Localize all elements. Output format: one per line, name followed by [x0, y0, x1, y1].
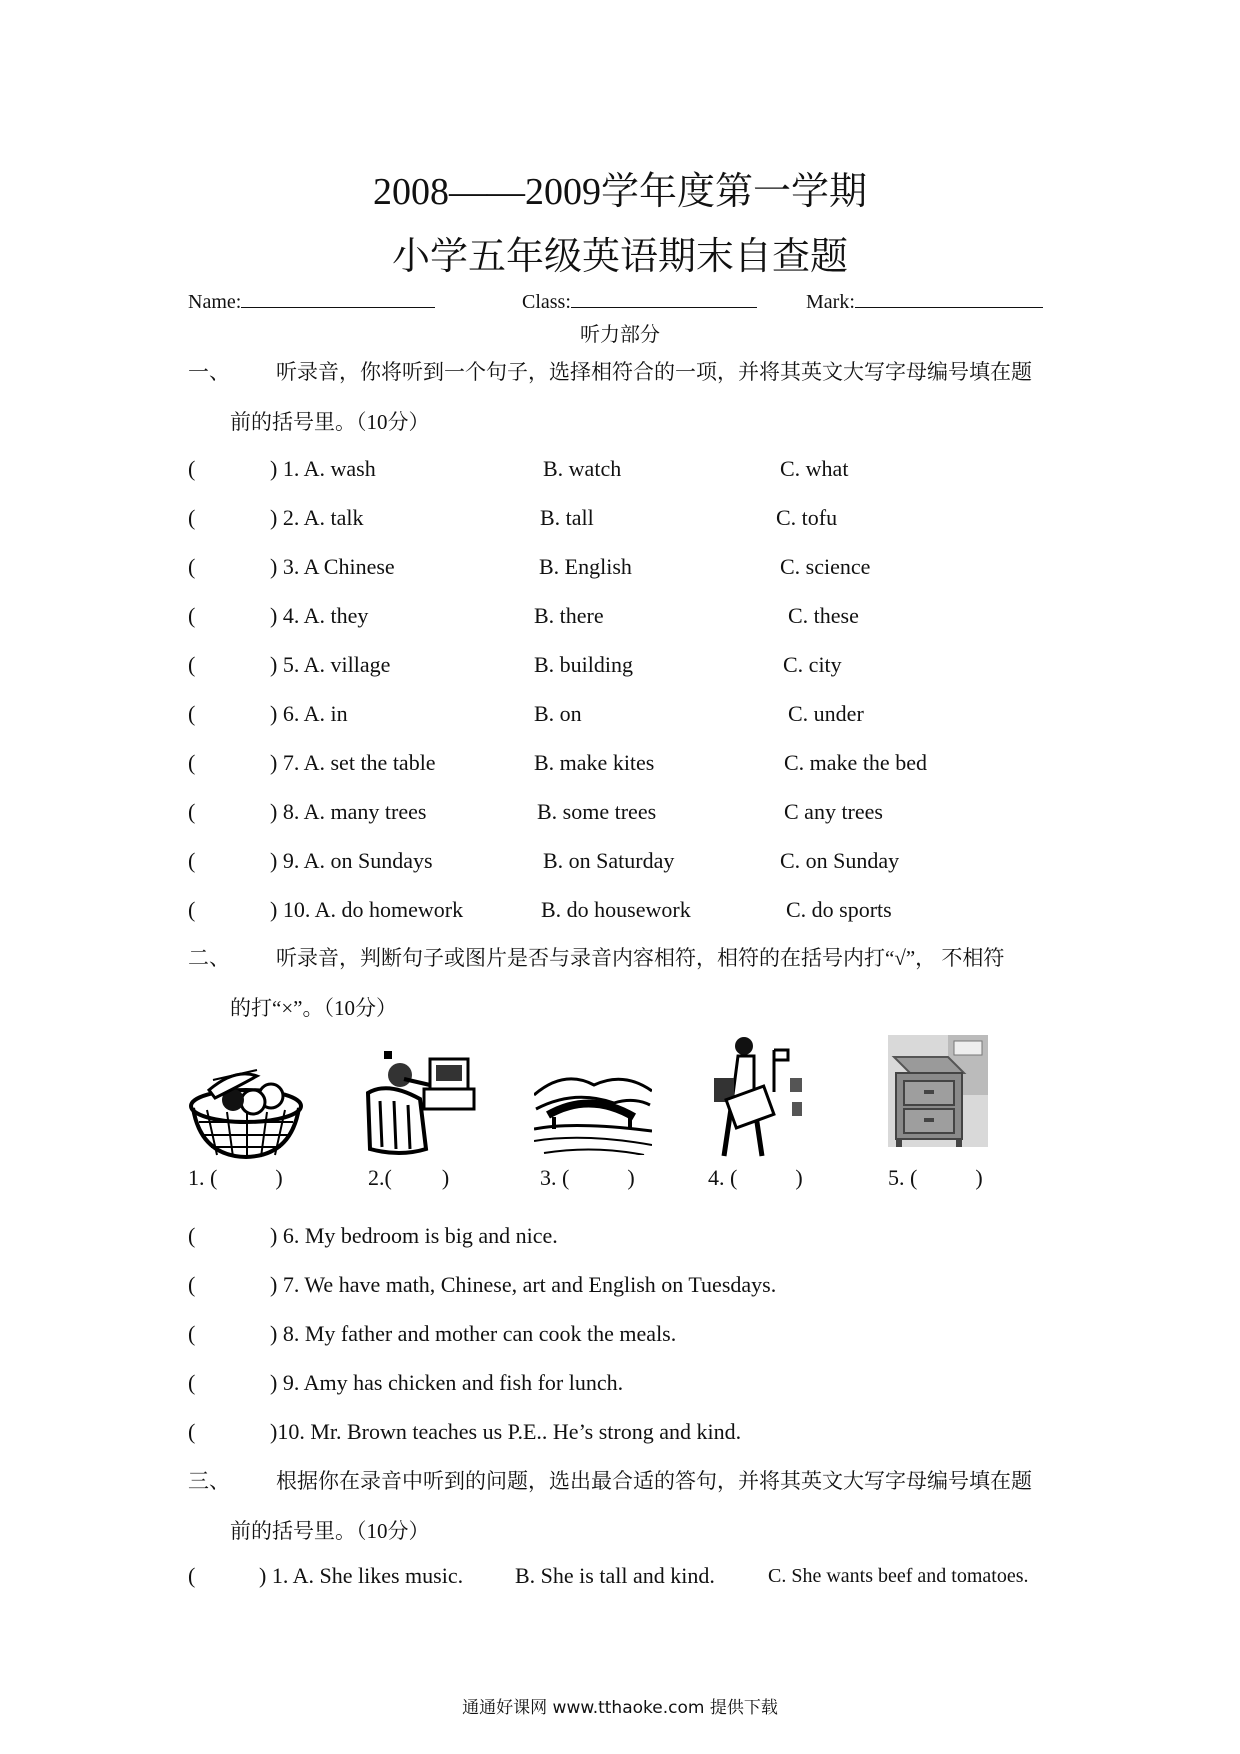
answer-paren-open[interactable]: (	[188, 554, 196, 579]
answer-paren-open[interactable]: (	[188, 799, 196, 824]
statement-item: )10. Mr. Brown teaches us P.E.. He’s strong and kind.	[270, 1419, 742, 1444]
option-b: B. watch	[543, 456, 622, 481]
option-c: C. science	[780, 554, 871, 579]
section1-instruction-line1: 听录音，你将听到一个句子，选择相符合的一项，并将其英文大写字母编号填在题	[276, 360, 1032, 384]
pic-answer-label: 3. (	[540, 1165, 570, 1190]
option-c: C any trees	[784, 799, 883, 824]
page-title-line2: 小学五年级英语期末自查题	[391, 236, 848, 278]
option-c: C. under	[788, 701, 864, 726]
pic-answer-label: 4. (	[708, 1165, 738, 1190]
mark-field[interactable]	[806, 287, 1043, 314]
option-b: B. on	[534, 701, 582, 726]
nightstand-icon	[888, 1035, 988, 1147]
answer-paren-open[interactable]: (	[188, 897, 196, 922]
mark-blank[interactable]	[855, 287, 1043, 308]
answer-paren-open[interactable]: (	[188, 603, 196, 628]
section3-instruction-line2: 前的括号里。（10分）	[230, 1519, 430, 1543]
question-item: ) 3. A Chinese	[270, 554, 395, 579]
answer-paren-open[interactable]: (	[188, 1223, 196, 1248]
question-item: ) 7. A. set the table	[270, 750, 436, 775]
question-item: ) 6. A. in	[270, 701, 348, 726]
question-item: ) 8. A. many trees	[270, 799, 427, 824]
answer-paren-open[interactable]: (	[188, 1370, 196, 1395]
option-c: C. make the bed	[784, 750, 927, 775]
option-b: B. on Saturday	[543, 848, 675, 873]
class-label: Class:	[522, 291, 571, 313]
answer-paren-open[interactable]: (	[188, 1563, 196, 1588]
listening-section-title: 听力部分	[580, 324, 660, 346]
pic-answer-3[interactable]: 3. ( )	[540, 1165, 635, 1190]
pic-answer-label: 1. (	[188, 1165, 218, 1190]
river-bridge-icon	[534, 1065, 652, 1155]
pic-answer-label: 5. (	[888, 1165, 918, 1190]
option-c: C. do sports	[786, 897, 892, 922]
section2-number: 二、	[188, 946, 230, 970]
question-item: ) 5. A. village	[270, 652, 391, 677]
section2-instruction-line1: 听录音，判断句子或图片是否与录音内容相符，相符的在括号内打“√”， 不相符	[276, 946, 1005, 970]
option-c: C. what	[780, 456, 849, 481]
question-item: ) 1. A. wash	[270, 456, 376, 481]
section3-item1-question: ) 1. A. She likes music.	[259, 1563, 464, 1588]
section3-number: 三、	[188, 1469, 230, 1493]
answer-paren-open[interactable]: (	[188, 750, 196, 775]
question-item: ) 2. A. talk	[270, 505, 364, 530]
section2-instruction-line2: 的打“×”。（10分）	[230, 996, 397, 1020]
section3-item1-option-b: B. She is tall and kind.	[515, 1563, 715, 1588]
pic-answer-2[interactable]: 2.( )	[368, 1165, 450, 1190]
answer-paren-open[interactable]: (	[188, 1272, 196, 1297]
statement-item: ) 7. We have math, Chinese, art and English on Tuesdays.	[270, 1272, 777, 1297]
name-blank[interactable]	[241, 287, 435, 308]
answer-paren-open[interactable]: (	[188, 701, 196, 726]
pic-answer-1[interactable]: 1. ( )	[188, 1165, 283, 1190]
section3-item1-option-c: C. She wants beef and tomatoes.	[768, 1565, 1029, 1587]
option-b: B. make kites	[534, 750, 655, 775]
class-blank[interactable]	[571, 287, 757, 308]
option-b: B. English	[539, 554, 632, 579]
option-c: C. city	[783, 652, 842, 677]
option-c: C. on Sunday	[780, 848, 900, 873]
section3-instruction-line1: 根据你在录音中听到的问题，选出最合适的答句，并将其英文大写字母编号填在题	[276, 1469, 1032, 1493]
pic-answer-5[interactable]: 5. ( )	[888, 1165, 983, 1190]
question-item: ) 10. A. do homework	[270, 897, 464, 922]
section1-number: 一、	[188, 360, 230, 384]
boy-shopping-icon	[710, 1032, 810, 1160]
answer-paren-open[interactable]: (	[188, 848, 196, 873]
option-b: B. tall	[540, 505, 594, 530]
answer-paren-open[interactable]: (	[188, 1321, 196, 1346]
question-item: ) 9. A. on Sundays	[270, 848, 433, 873]
answer-paren-open[interactable]: (	[188, 456, 196, 481]
mark-label: Mark:	[806, 291, 855, 313]
pic-answer-4[interactable]: 4. ( )	[708, 1165, 803, 1190]
option-c: C. these	[788, 603, 859, 628]
class-field[interactable]	[522, 287, 757, 314]
fruit-basket-icon	[187, 1060, 305, 1160]
option-b: B. there	[534, 603, 604, 628]
section1-instruction-line2: 前的括号里。（10分）	[230, 410, 430, 434]
tv-armchair-icon	[360, 1045, 478, 1157]
statement-item: ) 9. Amy has chicken and fish for lunch.	[270, 1370, 624, 1395]
name-field[interactable]	[188, 287, 435, 314]
answer-paren-open[interactable]: (	[188, 652, 196, 677]
option-b: B. some trees	[537, 799, 657, 824]
option-c: C. tofu	[776, 505, 838, 530]
footer-text: 通通好课网 www.tthaoke.com 提供下载	[462, 1698, 778, 1718]
statement-item: ) 8. My father and mother can cook the meals.	[270, 1321, 677, 1346]
pic-answer-label: 2.(	[368, 1165, 392, 1190]
question-item: ) 4. A. they	[270, 603, 369, 628]
answer-paren-open[interactable]: (	[188, 1419, 196, 1444]
page-title-line1: 2008——2009学年度第一学期	[372, 171, 867, 213]
name-label: Name:	[188, 291, 242, 313]
answer-paren-open[interactable]: (	[188, 505, 196, 530]
option-b: B. do housework	[541, 897, 691, 922]
option-b: B. building	[534, 652, 634, 677]
statement-item: ) 6. My bedroom is big and nice.	[270, 1223, 558, 1248]
